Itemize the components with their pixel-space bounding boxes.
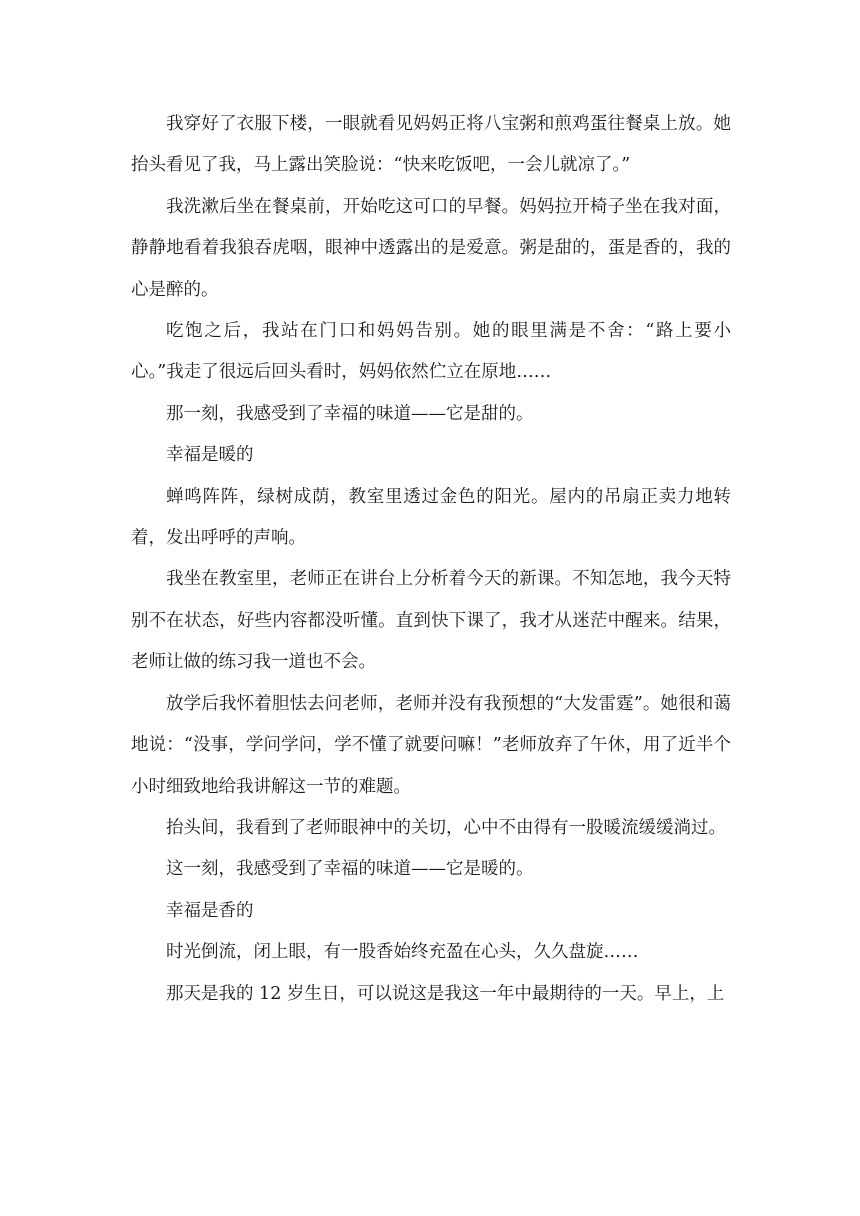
section-heading-fragrant: 幸福是香的 [166, 900, 254, 921]
section-heading-warm: 幸福是暖的 [166, 445, 254, 466]
paragraph-classroom-scene: 蝉鸣阵阵，绿树成荫，教室里透过金色的阳光。屋内的吊扇正卖力地转着，发出呼呼的声响。 [131, 486, 731, 549]
paragraph-lesson: 我坐在教室里，老师正在讲台上分析着今天的新课。不知怎地，我今天特别不在状态，好些内容都没听懂。直到快下课了，我才从迷茫中醒来。结果，老师让做的练习我一道也不会。 [131, 569, 731, 673]
document-body [131, 104, 731, 1015]
paragraph-warm-conclusion: 这一刻，我感受到了幸福的味道——它是暖的。 [166, 859, 534, 880]
paragraph-eating: 我洗漱后坐在餐桌前，开始吃这可口的早餐。妈妈拉开椅子坐在我对面，静静地看着我狼吞虎咽，眼神中透露出的是爱意。粥是甜的，蛋是香的，我的心是醉的。 [131, 196, 731, 300]
paragraph-sweet-conclusion: 那一刻，我感受到了幸福的味道——它是甜的。 [166, 403, 534, 424]
paragraph-birthday: 那天是我的 12 岁生日，可以说这是我这一年中最期待的一天。早上，上 [166, 983, 725, 1004]
paragraph-teacher-care: 抬头间，我看到了老师眼神中的关切，心中不由得有一股暖流缓缓淌过。 [166, 817, 726, 838]
paragraph-asking-teacher: 放学后我怀着胆怯去问老师，老师并没有我预想的“大发雷霆”。她很和蔼地说：“没事，学问学问，学不懂了就要问嘛！”老师放弃了午休，用了近半个小时细致地给我讲解这一节的难题。 [131, 693, 731, 797]
paragraph-farewell: 吃饱之后，我站在门口和妈妈告别。她的眼里满是不舍：“路上要小心。”我走了很远后回头看时，妈妈依然伫立在原地…… [131, 321, 731, 383]
paragraph-breakfast: 我穿好了衣服下楼，一眼就看见妈妈正将八宝粥和煎鸡蛋往餐桌上放。她抬头看见了我，马上露出笑脸说：“快来吃饭吧，一会儿就凉了。” [131, 114, 731, 176]
paragraph-memory: 时光倒流，闭上眼，有一股香始终充盈在心头，久久盘旋…… [166, 942, 639, 963]
